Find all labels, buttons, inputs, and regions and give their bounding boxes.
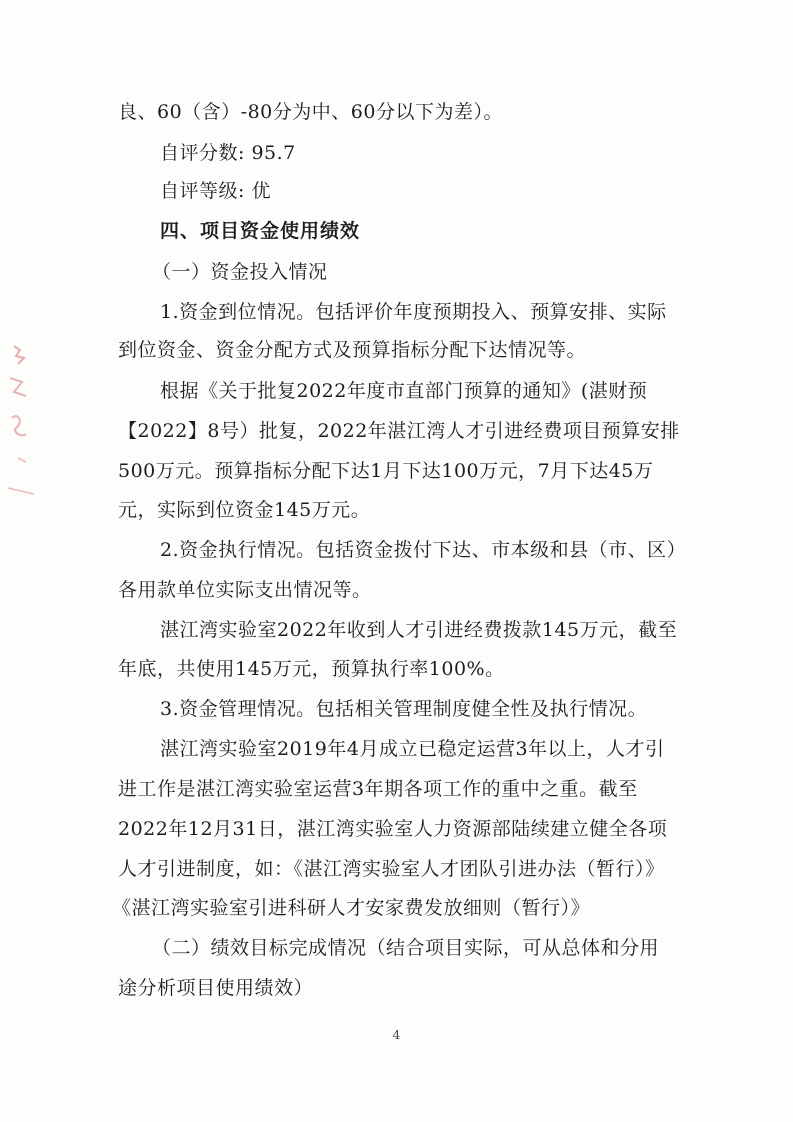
text-line-23: 途分析项目使用绩效）: [118, 977, 314, 999]
text-line-17: 湛江湾实验室2019年4月成立已稳定运营3年以上，人才引: [160, 738, 665, 760]
page-number: 4: [392, 1028, 401, 1042]
text-line-19: 2022年12月31日，湛江湾实验室人力资源部陆续建立健全各项: [118, 818, 668, 840]
text-line-8: 根据《关于批复2022年度市直部门预算的通知》(湛财预: [160, 380, 648, 402]
section-heading: 四、项目资金使用绩效: [160, 220, 361, 242]
text-line-1: 良、60（含）-80分为中、60分以下为差）。: [118, 101, 503, 123]
text-line-14: 湛江湾实验室2022年收到人才引进经费拨款145万元，截至: [160, 619, 678, 641]
text-line-13: 各用款单位实际支出情况等。: [118, 579, 372, 601]
text-line-18: 进工作是湛江湾实验室运营3年期各项工作的重中之重。截至: [118, 778, 638, 800]
text-line-22: （二）绩效目标完成情况（结合项目实际，可从总体和分用: [152, 937, 660, 959]
self-score-line: 自评分数: 95.7: [160, 142, 296, 164]
text-line-16: 3.资金管理情况。包括相关管理制度健全性及执行情况。: [160, 698, 648, 720]
text-line-12: 2.资金执行情况。包括资金拨付下达、市本级和县（市、区）: [160, 539, 687, 561]
text-line-10: 500万元。预算指标分配下达1月下达100万元，7月下达45万: [118, 460, 654, 482]
text-line-20: 人才引进制度，如：《湛江湾实验室人才团队引进办法（暂行）》: [118, 858, 665, 880]
text-line-9: 【2022】8号）批复，2022年湛江湾人才引进经费项目预算安排: [118, 420, 680, 442]
text-line-7: 到位资金、资金分配方式及预算指标分配下达情况等。: [118, 339, 587, 361]
text-line-15: 年底，共使用145万元，预算执行率100%。: [118, 658, 505, 680]
text-line-21: 《湛江湾实验室引进科研人才安家费发放细则（暂行）》: [112, 897, 591, 919]
subsection-heading: （一）资金投入情况: [152, 261, 328, 283]
text-line-11: 元，实际到位资金145万元。: [118, 499, 371, 521]
red-seal-stamp-edge: [4, 338, 44, 508]
text-line-6: 1.资金到位情况。包括评价年度预期投入、预算安排、实际: [160, 301, 667, 323]
self-grade-line: 自评等级: 优: [160, 180, 271, 202]
